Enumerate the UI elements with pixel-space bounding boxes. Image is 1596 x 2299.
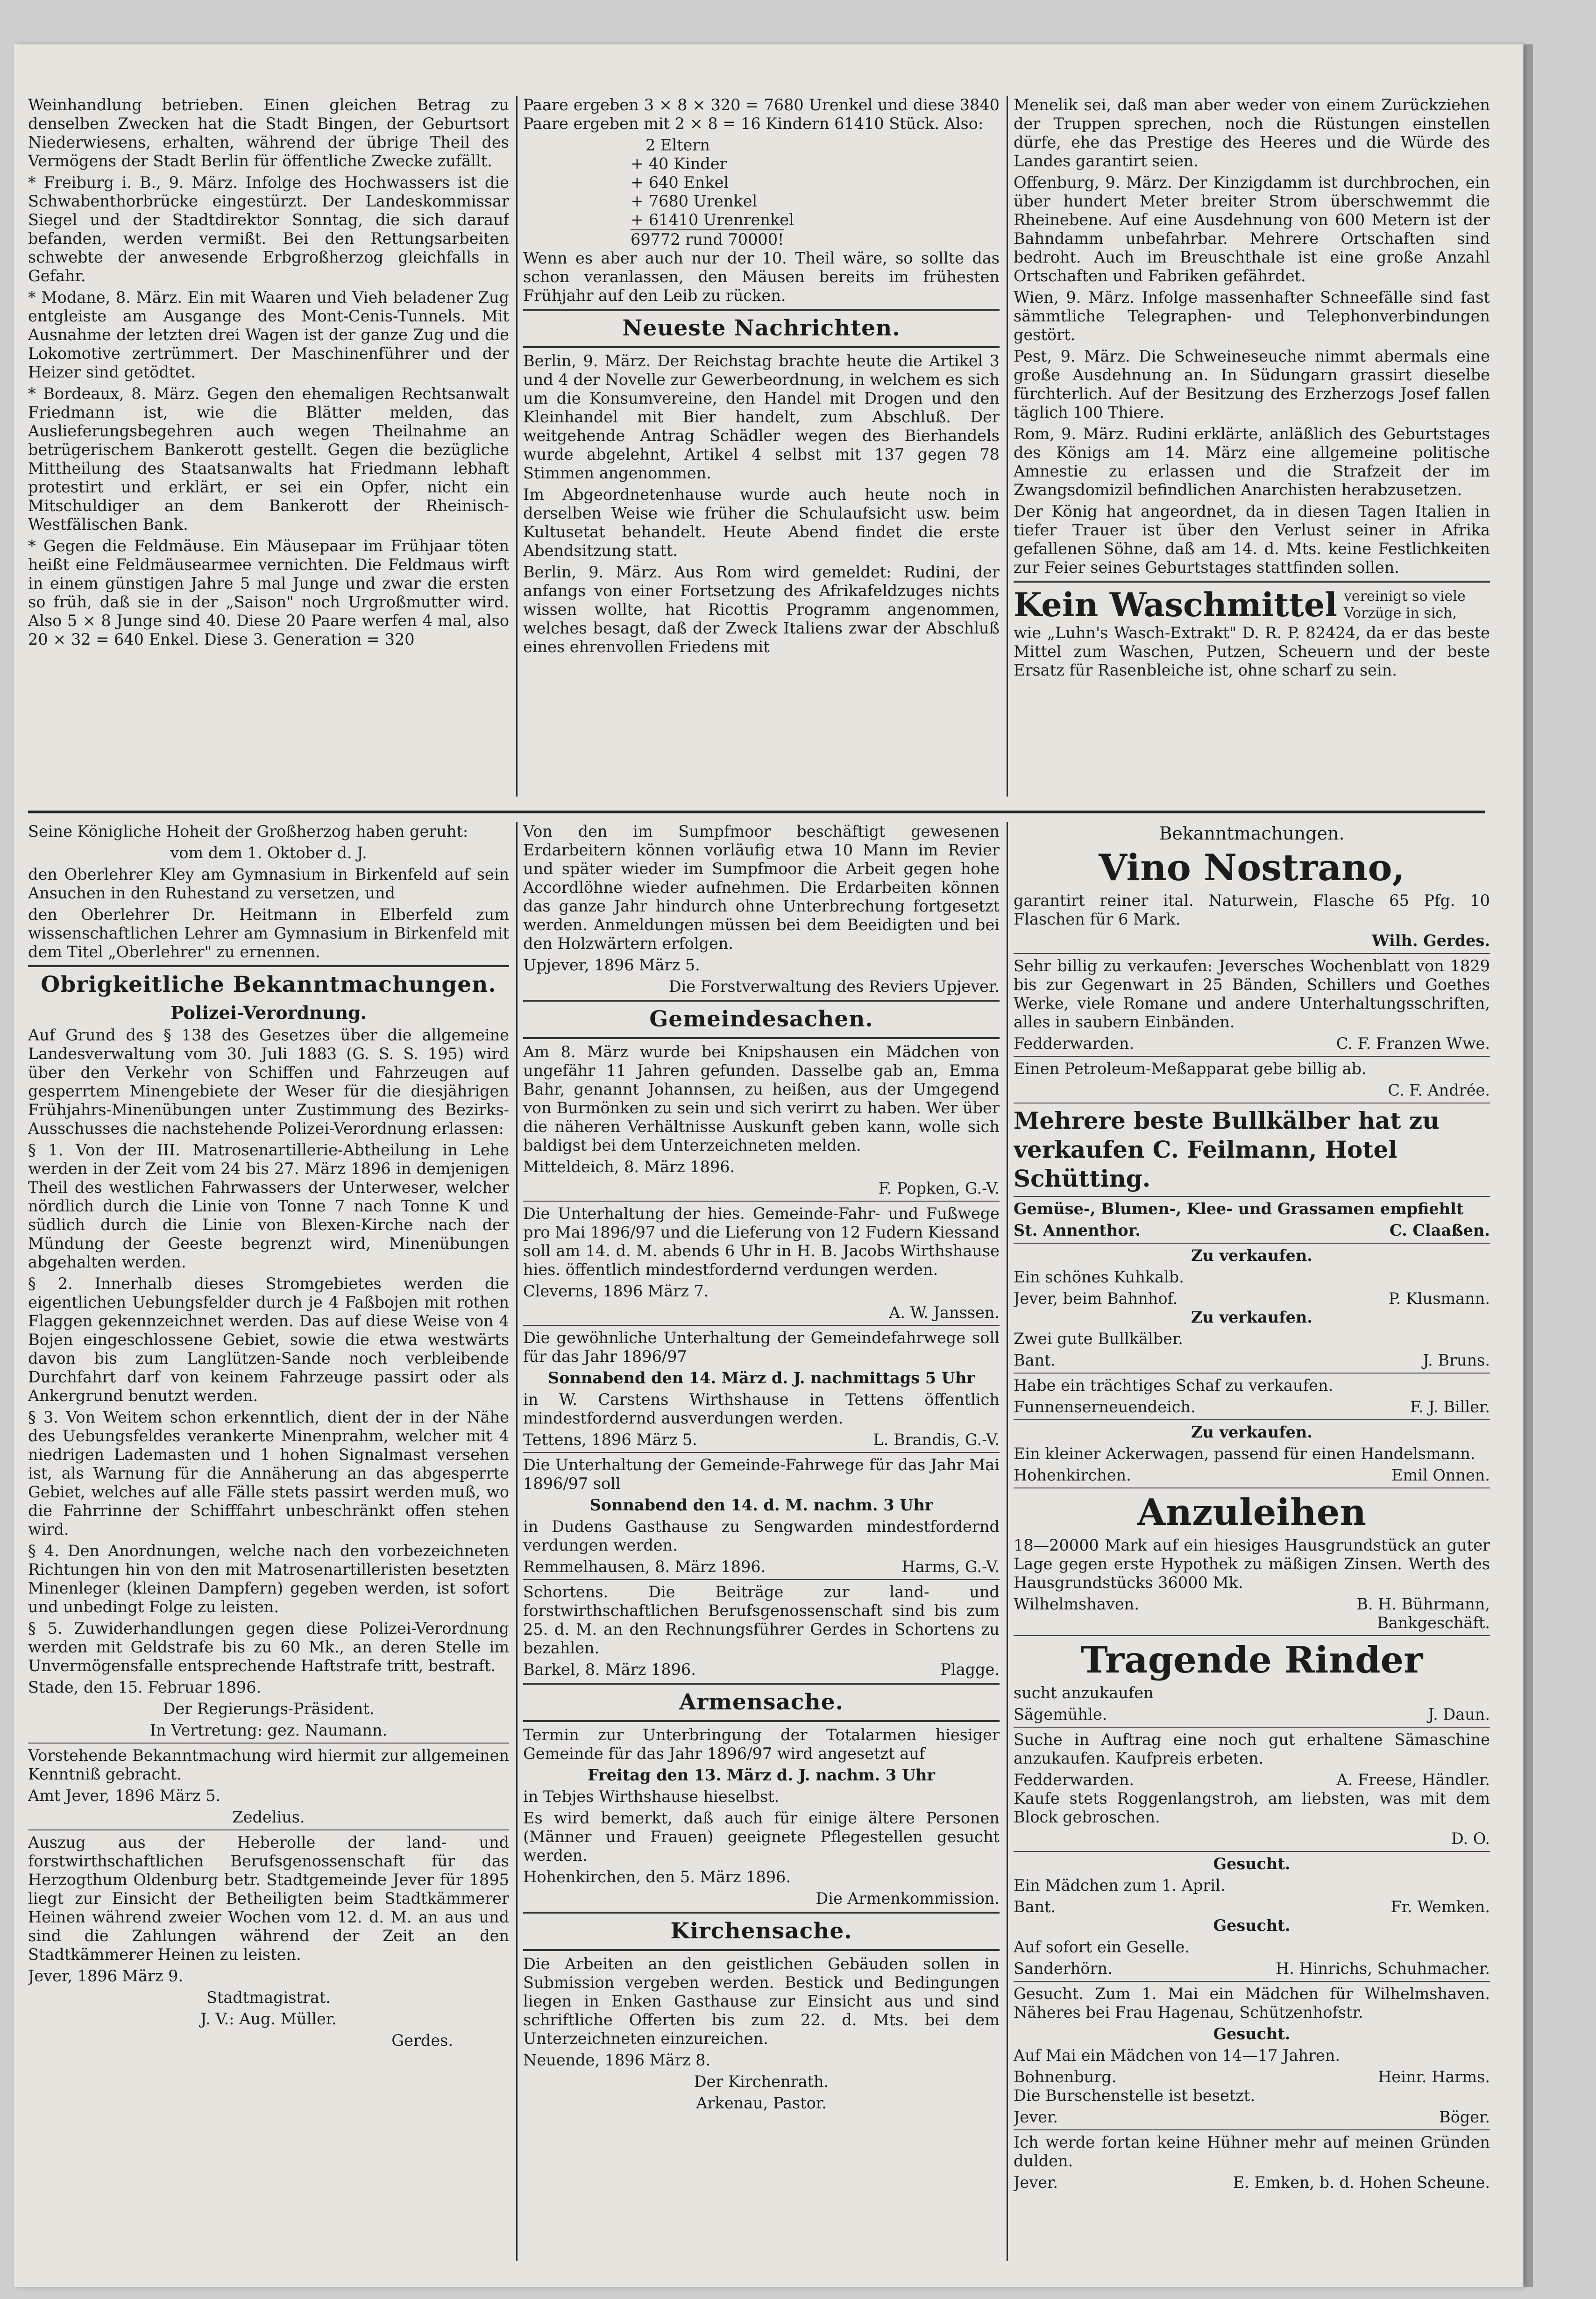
ad-title-anzuleihen: Anzuleihen (1137, 1491, 1367, 1534)
article-paragraph: Paare ergeben 3 × 8 × 320 = 7680 Urenkel und diese 3840 Paare ergeben mit 2 × 8 = 16 Kindern 61410 Stück. Also: (523, 96, 1000, 133)
ad-place: Sägemühle. (1014, 1705, 1107, 1723)
news-paragraph: Rom, 9. März. Rudini erklärte, anläßlich des Geburtstages des Königs am 14. März eine allgemeine politische Amnestie zu erlassen und die Strafzeit der im Zwangsdomizil befindlichen Anarchisten herabzusetzen. (1014, 425, 1490, 499)
top-column-1 (28, 96, 509, 797)
section-heading: Kirchensache. (670, 1918, 852, 1944)
signature-name: F. Popken, G.-V. (878, 1179, 1000, 1197)
ad-place: Fedderwarden. (1014, 1034, 1135, 1053)
divider (28, 1743, 509, 1744)
signature-line: Stade, den 15. Februar 1896. (28, 1678, 262, 1696)
signature-name: Gerdes. (391, 2031, 453, 2050)
signature-line: Der Regierungs-Präsident. (163, 1700, 375, 1718)
ad-place: Funnenserneuendeich. (1014, 1398, 1196, 1416)
ad-text: Ein kleiner Ackerwagen, passend für einen Handelsmann. (1014, 1445, 1475, 1463)
ad-signature: Böger. (1439, 2108, 1490, 2126)
top-column-2 (523, 96, 1000, 797)
article-paragraph: Weinhandlung betrieben. Einen gleichen Betrag zu denselben Zwecken hat die Stadt Bingen, der Geburtsort Niederwiesens, erhalten, während der übrige Theil des Vermögens der Stadt Berlin für öffentliche Zwecke zufällt. (28, 96, 509, 170)
notice-paragraph: den Oberlehrer Dr. Heitmann in Elberfeld zum wissenschaftlichen Lehrer am Gymnasium in Birkenfeld mit dem Titel „Oberlehrer" zu ernennen. (28, 905, 509, 961)
ad-signature: Emil Onnen. (1391, 1466, 1490, 1484)
notice-paragraph: Termin zur Unterbringung der Totalarmen hiesiger Gemeinde für das Jahr 1896/97 wird angesetzt auf (523, 1726, 1000, 1763)
signature-name: Zedelius. (232, 1808, 305, 1826)
ad-signature: H. Hinrichs, Schuhmacher. (1276, 1959, 1490, 1978)
sub-heading: Polizei-Verordnung. (170, 1002, 367, 1023)
ad-title-bullkaelber: Mehrere beste Bullkälber hat zu verkaufen C. Feilmann, Hotel Schütting. (1014, 1107, 1440, 1192)
ad-signature: Bankgeschäft. (1377, 1614, 1490, 1632)
ad-signature: J. Bruns. (1423, 1351, 1490, 1369)
section-separator (28, 811, 1485, 813)
ad-place: Jever. (1014, 2173, 1058, 2192)
ad-place: Hohenkirchen. (1014, 1466, 1131, 1484)
notice-date: Sonnabend den 14. d. M. nachm. 3 Uhr (589, 1496, 933, 1514)
ad-text: Habe ein trächtiges Schaf zu verkaufen. (1014, 1376, 1334, 1395)
signature-name: Die Forstverwaltung des Reviers Upjever. (668, 977, 1000, 996)
section-rule (523, 1720, 1000, 1722)
ad-title-rinder: Tragende Rinder (1080, 1639, 1423, 1681)
sum-total: 69772 rund 70000! (631, 230, 784, 249)
divider (1014, 953, 1490, 954)
ordinance-paragraph: § 5. Zuwiderhandlungen gegen diese Polizei-Verordnung werden mit Geldstrafe bis zu 60 Mk., an deren Stelle im Unvermögensfalle entsprechende Haftstrafe tritt, bestraft. (28, 1619, 509, 1675)
section-rule (523, 1000, 1000, 1002)
ad-text: sucht anzukaufen (1014, 1684, 1154, 1702)
news-paragraph: Offenburg, 9. März. Der Kinzigdamm ist durchbrochen, ein über hundert Meter breiter Strom überschwemmt die Rheinebene. Auf eine Ausdehnung von 600 Metern ist der Bahndamm unbefahrbar. Mehrere Ortschaften sind bedroht. Auch im Breuschthale ist eine große Anzahl Ortschaften und Fabriken gefährdet. (1014, 173, 1490, 285)
news-paragraph: Menelik sei, daß man aber weder von einem Zurückziehen der Truppen sprechen, noch die Rüstungen einstellen dürfe, ehe das Prestige des Heeres und die Würde des Landes garantirt seien. (1014, 96, 1490, 170)
ad-signature: F. J. Biller. (1410, 1398, 1490, 1416)
ad-text: Gemüse-, Blumen-, Klee- und Grassamen empfiehlt (1014, 1200, 1464, 1218)
ad-signature: E. Emken, b. d. Hohen Scheune. (1233, 2173, 1490, 2192)
news-paragraph: Der König hat angeordnet, da in diesen Tagen Italien in tiefer Trauer ist über den Verlust seiner in Afrika gefallenen Söhne, daß am 14. d. Mts. keine Festlichkeiten zur Feier seines Geburtstages stattfinden sollen. (1014, 502, 1490, 577)
notice-paragraph: den Oberlehrer Kley am Gymnasium in Birkenfeld auf sein Ansuchen in den Ruhestand zu versetzen, und (28, 865, 509, 902)
notice-paragraph: Die Arbeiten an den geistlichen Gebäuden sollen in Submission vergeben werden. Bestick und Bedingungen liegen in Enken Gasthause zur Einsicht aus und sind schriftliche Offerten bis zum 22. d. Mts. bei dem Unterzeichneten einzureichen. (523, 1955, 1000, 2048)
signature-line: Mitteldeich, 8. März 1896. (523, 1158, 735, 1176)
notice-paragraph: Schortens. Die Beiträge zur land- und forstwirthschaftlichen Berufsgenossenschaft sind bis zum 25. d. M. an den Rechnungsführer Gerdes in Schortens zu bezahlen. (523, 1583, 1000, 1657)
signature-line: Tettens, 1896 März 5. (523, 1431, 697, 1449)
notice-paragraph: Von den im Sumpfmoor beschäftigt gewesenen Erdarbeitern können vorläufig etwa 10 Mann im Revier und später wieder im Sumpfmoor die Arbeit gegen hohe Accordlöhne wieder aufnehmen. Die Erdarbeiten können das ganze Jahr hindurch ohne Unterbrechung fortgesetzt werden. Anmeldungen müssen bei dem Beeidigten und bei den Holzwärtern erfolgen. (523, 822, 1000, 953)
ordinance-paragraph: § 4. Den Anordnungen, welche nach den vorbezeichneten Richtungen hin von den mit Matrosenartilleristen besetzten Minenleger (kleinen Dampfern) gegeben werden, ist sofort und unbedingt Folge zu leisten. (28, 1542, 509, 1616)
notice-paragraph: Am 8. März wurde bei Knipshausen ein Mädchen von ungefähr 11 Jahren gefunden. Dasselbe gab an, Emma Bahr, genannt Johannsen, zu heißen, aus der Umgegend von Burmönken zu sein und sich verirrt zu haben. Wer über die näheren Verhältnisse Auskunft geben kann, wolle sich baldigst bei dem Unterzeichneten melden. (523, 1043, 1000, 1154)
ordinance-paragraph: § 1. Von der III. Matrosenartillerie-Abtheilung in Lehe werden in der Zeit vom 24 bis 27. März 1896 in demjenigen Theil des westlichen Fahrwassers der Unterweser, welcher nördlich durch die Linie von Tonne 7 nach Tonne K und südlich durch die Linie von Blexen-Kirche nach der Mündung der Geeste begrenzt wird, Minenübungen abgehalten werden. (28, 1141, 509, 1271)
notice-date: Sonnabend den 14. März d. J. nachmittags 5 Uhr (547, 1369, 975, 1387)
ad-heading: Zu verkaufen. (1191, 1423, 1312, 1441)
ad-text: Zwei gute Bullkälber. (1014, 1330, 1183, 1348)
ad-heading: Zu verkaufen. (1191, 1308, 1312, 1326)
column-divider (516, 96, 518, 797)
section-rule (523, 1037, 1000, 1039)
ad-text: 18—20000 Mark auf ein hiesiges Hausgrundstück an guter Lage gegen erste Hypothek zu mäßigen Zinsen. Werth des Hausgrundstücks 36000 Mk. (1014, 1536, 1490, 1592)
ad-place: Jever, beim Bahnhof. (1014, 1289, 1178, 1308)
ordinance-paragraph: Auf Grund des § 138 des Gesetzes über die allgemeine Landesverwaltung vom 30. Juli 1883 (G. S. S. 195) wird über den Verkehr von Schiffen und Fahrzeugen auf gesperrtem Minengebiete der Weser für die diesjährigen Frühjahrs-Minenübungen unter Zustimmung des Bezirks-Ausschusses die nachstehende Polizei-Verordnung erlassen: (28, 1026, 509, 1138)
ad-signature: B. H. Bührmann, (1356, 1595, 1490, 1613)
section-rule (523, 1912, 1000, 1914)
column-divider (1007, 96, 1008, 797)
ad-signature: Wilh. Gerdes. (1371, 932, 1490, 950)
news-paragraph: Pest, 9. März. Die Schweineseuche nimmt abermals eine große Ausdehnung an. In Südungarn grassirt dieselbe fürchterlich. Auf der Besitzung des Erzherzogs Josef fallen täglich 100 Thiere. (1014, 347, 1490, 421)
signature-name: Harms, G.-V. (901, 1558, 1000, 1576)
signature-name: Arkenau, Pastor. (696, 2094, 827, 2112)
section-heading: Armensache. (679, 1689, 844, 1715)
section-rule (523, 1683, 1000, 1685)
sum-line: + 7680 Urenkel (631, 192, 758, 210)
ad-title: Kein Waschmittel (1014, 585, 1337, 624)
news-paragraph: Berlin, 9. März. Aus Rom wird gemeldet: Rudini, der anfangs von einer Fortsetzung des Afrikafeldzuges nichts wissen wollte, hat Ricottis Programm angenommen, welches besagt, daß der Zweck Italiens zwar der Abschluß eines ehrenvollen Friedens mit (523, 563, 1000, 656)
ordinance-paragraph: § 3. Von Weitem schon erkenntlich, dient der in der Nähe des Uebungsfeldes verankerte Minenprahm, welcher mit 4 niedrigen Lademasten und 1 hohen Signalmast versehen ist, als Warnung für die Annäherung an das abgesperrte Gebiet, welches auf alle Fälle stets passirt werden muß, wo die Fahrrinne der Schifffahrt unbeschränkt offen stehen wird. (28, 1408, 509, 1538)
ad-text: Auf sofort ein Geselle. (1014, 1938, 1190, 1956)
ad-title-vino: Vino Nostrano, (1099, 847, 1405, 889)
signature-line: Barkel, 8. März 1896. (523, 1660, 696, 1679)
ad-text: Gesucht. Zum 1. Mai ein Mädchen für Wilhelmshaven. Näheres bei Frau Hagenau, Schützenhofstr. (1014, 1985, 1490, 2021)
signature-line: Remmelhausen, 8. März 1896. (523, 1558, 766, 1576)
column-divider (516, 822, 518, 2261)
news-paragraph: Berlin, 9. März. Der Reichstag brachte heute die Artikel 3 und 4 der Novelle zur Gewerbeordnung, in welchem es sich um die Konsumvereine, den Handel mit Drogen und den Kleinhandel mit Bier handelt, zum Abschluß. Der weitgehende Antrag Schädler wegen des Bierhandels wurde abgelehnt, Artikel 4 selbst mit 137 gegen 78 Stimmen angenommen. (523, 352, 1000, 482)
top-column-3 (1014, 96, 1490, 797)
ad-signature: C. F. Andrée. (1388, 1081, 1490, 1099)
ad-heading: Gesucht. (1213, 1855, 1291, 1873)
ad-text: Ein schönes Kuhkalb. (1014, 1268, 1184, 1286)
ad-place: Fedderwarden. (1014, 1771, 1135, 1789)
section-rule (523, 346, 1000, 348)
signature-line: In Vertretung: gez. Naumann. (149, 1721, 388, 1739)
divider (523, 1325, 1000, 1326)
signature-name: Die Armenkommission. (816, 1889, 1000, 1908)
signature-line: Hohenkirchen, den 5. März 1896. (523, 1868, 791, 1886)
signature-name: Stadtmagistrat. (206, 1988, 331, 2007)
signature-line: Amt Jever, 1896 März 5. (28, 1787, 221, 1805)
divider (1014, 1196, 1490, 1197)
signature-name: A. W. Janssen. (889, 1303, 1000, 1322)
signature-line: Upjever, 1896 März 5. (523, 956, 700, 974)
divider (1014, 1851, 1490, 1852)
news-paragraph: Im Abgeordnetenhause wurde auch heute noch in derselben Weise wie früher die Schulaufsicht usw. beim Kultusetat behandelt. Heute Abend findet die erste Abendsitzung statt. (523, 485, 1000, 560)
divider (1014, 1243, 1490, 1244)
ad-signature: Heinr. Harms. (1378, 2068, 1490, 2086)
signature-name: J. V.: Aug. Müller. (200, 2010, 337, 2028)
notice-paragraph: Seine Königliche Hoheit der Großherzog haben geruht: (28, 822, 468, 840)
sum-line: + 640 Enkel (631, 173, 729, 192)
notice-paragraph: in W. Carstens Wirthshause in Tettens öffentlich mindestfordernd ausverdungen werden. (523, 1390, 1000, 1427)
ad-heading: Zu verkaufen. (1191, 1246, 1312, 1265)
ad-signature: A. Freese, Händler. (1336, 1771, 1490, 1789)
divider (1014, 1635, 1490, 1636)
section-heading: Obrigkeitliche Bekanntmachungen. (41, 972, 497, 997)
section-heading: Neueste Nachrichten. (622, 315, 901, 341)
ad-text: wie „Luhn's Wasch-Extrakt" D. R. P. 82424, da er das beste Mittel zum Waschen, Putzen, Scheuern und der beste Ersatz für Rasenbleiche ist, ohne scharf zu sein. (1014, 624, 1490, 679)
news-paragraph: Wien, 9. März. Infolge massenhafter Schneefälle sind fast sämmtliche Telegraphen- und Telephonverbindungen gestört. (1014, 288, 1490, 344)
sum-line: + 61410 Urenrenkel (631, 211, 794, 229)
notice-paragraph: in Tebjes Wirthshause hieselbst. (523, 1787, 780, 1806)
divider (523, 1579, 1000, 1580)
article-paragraph: * Gegen die Feldmäuse. Ein Mäusepaar im Frühjaar töten heißt eine Feldmäusearmee vernichten. Die Feldmaus wirft in einem günstigen Jahre 5 mal Junge und zwar die ersten so früh, daß sie in der „Saison" noch Urgroßmutter wird. Also 5 × 8 Junge sind 40. Diese 20 Paare werfen 4 mal, also 20 × 32 = 640 Enkel. Diese 3. Generation = 320 (28, 537, 509, 648)
divider (1014, 1981, 1490, 1982)
ad-signature: P. Klusmann. (1388, 1289, 1490, 1308)
ad-place: Bant. (1014, 1898, 1056, 1916)
section-heading: Bekanntmachungen. (1159, 823, 1345, 844)
ad-place: Bohnenburg. (1014, 2068, 1117, 2086)
divider (1014, 1373, 1490, 1374)
ad-text: Sehr billig zu verkaufen: Jeversches Wochenblatt von 1829 bis zur Gegenwart in 25 Bänden, Schillers und Goethes Werke, viele Romane und andere Unterhaltungsschriften, alles in saubern Einbänden. (1014, 957, 1490, 1031)
signature-name: Der Kirchenrath. (694, 2072, 829, 2091)
bottom-column-2 (523, 822, 1000, 2280)
ad-signature: Fr. Wemken. (1390, 1898, 1490, 1916)
notice-date: Freitag den 13. März d. J. nachm. 3 Uhr (587, 1766, 936, 1784)
column-divider (1007, 822, 1008, 2261)
article-paragraph: * Freiburg i. B., 9. März. Infolge des Hochwassers ist die Schwabenthorbrücke eingestürzt. Der Landeskommissar Siegel und der Stadtdirektor Sonntag, die sich darauf befanden, werden vermißt. Bei den Rettungsarbeiten schwebte der anwesende Erbgroßherzog gleichfalls in Gefahr. (28, 173, 509, 285)
divider (523, 1452, 1000, 1453)
ad-place: Bant. (1014, 1351, 1056, 1369)
divider (1014, 1056, 1490, 1057)
ad-text: Ich werde fortan keine Hühner mehr auf meinen Gründen dulden. (1014, 2133, 1490, 2170)
sum-line: 2 Eltern (631, 136, 710, 154)
ad-heading: Gesucht. (1213, 1916, 1291, 1935)
ad-text: Einen Petroleum-Meßapparat gebe billig ab. (1014, 1060, 1367, 1078)
sum-line: + 40 Kinder (631, 155, 727, 173)
ad-place: Sanderhörn. (1014, 1959, 1113, 1978)
section-rule (523, 1949, 1000, 1951)
ad-text: garantirt reiner ital. Naturwein, Flasche 65 Pfg. 10 Flaschen für 6 Mark. (1014, 891, 1490, 928)
divider (28, 1829, 509, 1830)
signature-line: Cleverns, 1896 März 7. (523, 1282, 709, 1300)
ad-heading: Gesucht. (1213, 2025, 1291, 2043)
page-edge (1524, 44, 1533, 2287)
ad-signature: C. F. Franzen Wwe. (1336, 1034, 1490, 1053)
ad-signature: J. Daun. (1428, 1705, 1490, 1723)
divider (1014, 2129, 1490, 2130)
signature-name: Plagge. (940, 1660, 1000, 1679)
ad-side-text: vereinigt so viele Vorzüge in sich, (1343, 588, 1466, 621)
ad-signature: C. Claaßen. (1390, 1221, 1490, 1239)
ad-place: St. Annenthor. (1014, 1221, 1141, 1239)
divider (1014, 1419, 1490, 1420)
newspaper-page (14, 44, 1523, 2287)
article-paragraph: * Bordeaux, 8. März. Gegen den ehemaligen Rechtsanwalt Friedmann ist, wie die Blätter melden, das Auslieferungsbegehren auch wegen Theilnahme an betrügerischem Bankerott gestellt. Gegen die bezügliche Mittheilung des Staatsanwalts hat Friedmann lebhaft protestirt und erklärt, er sei ein Opfer, nicht ein Mitschuldiger an dem Bankerott der Rheinisch-Westfälischen Bank. (28, 384, 509, 534)
section-rule (523, 309, 1000, 311)
ad-rule (1014, 581, 1490, 583)
notice-paragraph: in Dudens Gasthause zu Sengwarden mindestfordernd verdungen werden. (523, 1517, 1000, 1554)
divider (523, 1201, 1000, 1202)
notice-date: vom dem 1. Oktober d. J. (170, 844, 367, 862)
notice-paragraph: Vorstehende Bekanntmachung wird hiermit zur allgemeinen Kenntniß gebracht. (28, 1746, 509, 1783)
ad-text: Die Burschenstelle ist besetzt. (1014, 2086, 1256, 2105)
ordinance-paragraph: § 2. Innerhalb dieses Stromgebietes werden die eigentlichen Uebungsfelder durch je 4 Faßbojen mit rothen Flaggen gekennzeichnet werden. Das auf diese Weise von 4 Bojen eingeschlossene Gebiet, sowie die etwa westwärts davon bis zum Langlützen-Sande noch verbleibende Durchfahrt darf von keinem Fahrzeuge passirt oder als Ankergrund benutzt werden. (28, 1274, 509, 1405)
section-rule (28, 965, 509, 967)
notice-paragraph: Die gewöhnliche Unterhaltung der Gemeindefahrwege soll für das Jahr 1896/97 (523, 1329, 1000, 1366)
divider (1014, 1727, 1490, 1728)
signature-line: Neuende, 1896 März 8. (523, 2051, 711, 2069)
signature-line: Jever, 1896 März 9. (28, 1967, 184, 1985)
notice-paragraph: Die Unterhaltung der Gemeinde-Fahrwege für das Jahr Mai 1896/97 soll (523, 1456, 1000, 1493)
ad-signature: D. O. (1451, 1829, 1490, 1848)
notice-paragraph: Es wird bemerkt, daß auch für einige ältere Personen (Männer und Frauen) geeignete Pflegestellen gesucht werden. (523, 1809, 1000, 1865)
ad-place: Jever. (1014, 2108, 1058, 2126)
bottom-column-3 (1014, 822, 1490, 2280)
ad-text: Ein Mädchen zum 1. April. (1014, 1876, 1226, 1894)
section-heading: Gemeindesachen. (649, 1006, 873, 1032)
article-paragraph: Wenn es aber auch nur der 10. Theil wäre, so sollte das schon veranlassen, den Mäusen bereits im frühesten Frühjahr auf den Leib zu rücken. (523, 249, 1000, 305)
article-paragraph: * Modane, 8. März. Ein mit Waaren und Vieh beladener Zug entgleiste am Ausgange des Mont-Cenis-Tunnels. Mit Ausnahme der letzten drei Wagen ist der ganze Zug und die Lokomotive zertrümmert. Der Maschinenführer und der Heizer sind getödtet. (28, 288, 509, 381)
signature-name: L. Brandis, G.-V. (873, 1431, 1000, 1449)
ad-text: Kaufe stets Roggenlangstroh, am liebsten, was mit dem Block gebroschen. (1014, 1789, 1490, 1826)
notice-paragraph: Auszug aus der Heberolle der land- und forstwirthschaftlichen Berufsgenossenschaft für das Herzogthum Oldenburg betr. Stadtgemeinde Jever für 1895 liegt zur Einsicht der Betheiligten beim Stadtkämmerer Heinen während zweier Wochen vom 12. d. M. an aus und sind die Zahlungen während der Zeit an den Stadtkämmerer Heinen zu leisten. (28, 1833, 509, 1964)
notice-paragraph: Die Unterhaltung der hies. Gemeinde-Fahr- und Fußwege pro Mai 1896/97 und die Lieferung von 12 Fudern Kiessand soll am 14. d. M. abends 6 Uhr in H. B. Jacobs Wirthshause hies. öffentlich mindestfordernd verdungen werden. (523, 1204, 1000, 1279)
ad-text: Auf Mai ein Mädchen von 14—17 Jahren. (1014, 2046, 1341, 2064)
ad-text: Suche in Auftrag eine noch gut erhaltene Sämaschine anzukaufen. Kaufpreis erbeten. (1014, 1730, 1490, 1767)
bottom-column-1 (28, 822, 509, 2280)
ad-place: Wilhelmshaven. (1014, 1595, 1139, 1613)
